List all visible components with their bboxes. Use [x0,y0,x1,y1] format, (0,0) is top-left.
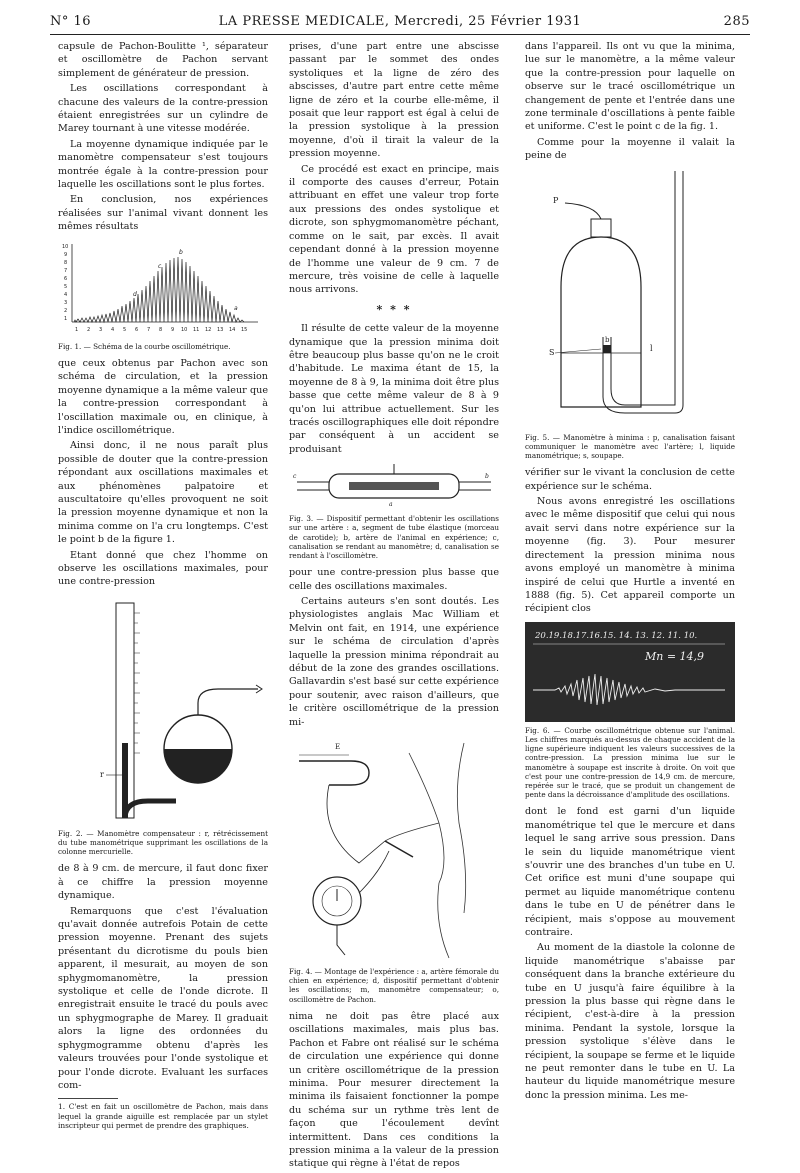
svg-text:13: 13 [217,326,224,333]
column-3 [525,40,735,1104]
paragraph: dont le fond est garni d'un liquide manométrique tel que le mercure et dans lequel le sang arrive sous pression. Dans le sein du liquide manométrique vient s'ouvrir une des branches d'un tube en U. Cet orifice est muni d'une soupape qui permet au liquide manométrique contenu dans le tube en U de pénétrer dans le récipient, mais s'oppose au mouvement contraire. [525,806,735,939]
svg-text:2: 2 [87,326,91,333]
svg-text:4: 4 [64,291,68,298]
svg-text:10: 10 [62,243,69,250]
figure-6-pressure-values: 20.19.18.17.16.15. 14. 13. 12. 11. 10. [535,630,698,641]
figure-1-oscillometric-curve [58,238,268,338]
figure-4-experiment-setup [289,733,499,963]
svg-text:S: S [549,347,555,357]
svg-text:r: r [100,769,104,779]
svg-text:a: a [389,501,393,509]
footnote-rule [58,1098,118,1099]
svg-text:3: 3 [99,326,103,333]
svg-text:6: 6 [64,275,68,282]
figure-5-caption: Fig. 5. — Manomètre à minima : p, canalisation faisant communiquer le manomètre avec l'artère; l, liquide manométrique; s, soupape. [525,432,735,461]
figure-2-manometer [58,593,268,825]
figure-1-caption: Fig. 1. — Schéma de la courbe oscillométrique. [58,341,231,351]
svg-text:12: 12 [205,326,212,333]
svg-text:5: 5 [64,283,68,290]
paragraph: Ce procédé est exact en principe, mais il comporte des causes d'erreur, Potain attribuant en effet une valeur trop forte aux pressions des ondes systolique et dicrote, son sphygmomanomètre péchant, comme on le sait, par excès. Il avait cependant donné à la pression moyenne de l'homme une valeur de 9 cm. 7 de mercure, très voisine de celle à laquelle nous arrivons. [289,163,499,296]
paragraph: de 8 à 9 cm. de mercure, il faut donc fixer à ce chiffre la pression moyenne dynamique. [58,863,268,902]
svg-text:P: P [553,195,559,205]
paragraph: prises, d'une part entre une abscisse passant par le sommet des ondes systoliques et la ligne de zéro des abscisses, d'autre part entre cette même ligne de zéro et la courbe elle-même, il posait que leur rapport est égal à celui de la pression systolique à la pression moyenne, d'où il tirait la valeur de la pression moyenne. [289,41,499,160]
svg-text:l: l [650,343,653,353]
paragraph: Etant donné que chez l'homme on observe les oscillations maximales, pour une contre-pression [58,549,268,588]
paragraph: Certains auteurs s'en sont doutés. Les physiologistes anglais Mac William et Melvin ont fait, en 1914, une expérience sur le schéma de circulation d'après laquelle la pression minima répondrait au début de la zone des grandes oscillations. Gallavardin s'est basé sur cette expérience pour soutenir, avec raison d'ailleurs, que le critère oscillométrique de la pression mi- [289,596,499,728]
svg-text:10: 10 [181,326,188,333]
svg-text:8: 8 [64,259,68,266]
figure-2-caption: Fig. 2. — Manomètre compensateur : r, rétrécissement du tube manométrique supprimant les oscillations de la colonne mercurielle. [58,828,268,857]
svg-text:E: E [335,743,341,752]
figure-6-trace [525,622,735,722]
figure-3-arterial-device [289,460,499,510]
svg-text:14: 14 [229,326,236,333]
page-header [50,10,750,36]
paragraph: capsule de Pachon-Boulitte ¹, séparateur et oscillomètre de Pachon servant simplement de générateur de pression. [58,41,268,79]
paragraph: Ainsi donc, il ne nous paraît plus possible de douter que la contre-pression répondant aux oscillations maximales et aux phénomènes palpatoire et auscultatoire qu'elles provoquent ne soit la pression moyenne dynamique et non la minima comme on l'a cru longtemps. C'est le point b de la figure 1. [58,440,268,546]
column-1 [58,40,268,1132]
figure-4-caption: Fig. 4. — Montage de l'expérience : a, artère fémorale du chien en expérience; d, dispositif permettant d'obtenir les oscillations; m, manomètre compensateur; o, oscillomètre de Pachon. [289,967,499,1004]
svg-text:c: c [293,473,297,481]
paragraph: Nous avons enregistré les oscillations avec le même dispositif que celui qui nous avait servi dans notre expérience sur la moyenne (fig. 3). Pour mesurer directement la pression minima nous avons employé un manomètre à minima inspiré de celui que Hurtle a inventé en 1888 (fig. 5). Cet appareil comporte un récipient clos [525,496,735,615]
paragraph: Remarquons que c'est l'évaluation qu'avait donnée autrefois Potain de cette pression moyenne. Prenant des sujets présentant du dicrotisme du pouls bien apparent, il mesurait, au moyen de son sphygmomanomètre, la pression systolique et celle de l'onde dicrote. Il enregistrait ensuite le tracé du pouls avec un sphygmographe de Marey. Il graduait alors la ligne des ordonnées du sphygmogramme obtenu d'après les valeurs trouvées pour l'onde systolique et pour l'onde dicrote. Evaluant les surfaces com- [58,905,268,1091]
header-rule [50,34,750,35]
figure-6-minima-label: Mn = 14,9 [645,649,705,663]
svg-text:8: 8 [159,326,163,333]
paragraph: que ceux obtenus par Pachon avec son schéma de circulation, et la pression moyenne dynamique a la même valeur que la contre-pression correspondant à l'oscillation maximale ou, en clinique, à l'indice oscillométrique. [58,357,268,436]
paragraph: La moyenne dynamique indiquée par le manomètre compensateur s'est toujours montrée égale à la contre-pression pour laquelle les oscillations sont le plus fortes. [58,138,268,191]
svg-text:3: 3 [64,299,68,306]
paragraph: Les oscillations correspondant à chacune des valeurs de la contre-pression étaient enregistrées sur un cylindre de Marey tournant à une vitesse modérée. [58,83,268,135]
figure-3-caption: Fig. 3. — Dispositif permettant d'obtenir les oscillations sur une artère : a, segment de tube élastique (morceau de carotide); b, artère de l'animal en expérience; c, canalisation se rendant au manomètre; d, canalisation se rendant à l'oscillomètre. [289,514,499,560]
svg-text:11: 11 [193,326,200,333]
paragraph: dans l'appareil. Ils ont vu que la minima, lue sur le manomètre, a la même valeur que la contre-pression pour laquelle on observe sur le tracé oscillométrique un changement de pente et l'entrée dans une zone terminale d'oscillations à pente faible et uniforme. C'est le point c de la fig. 1. [525,41,735,133]
section-separator: * * * [376,302,412,316]
column-2 [289,40,499,1173]
paragraph: nima ne doit pas être placé aux oscillations maximales, mais plus bas. Pachon et Fabre ont réalisé sur le schéma de circulation une expérience qui donne un critère oscillométrique de la pression minima. Pour mesurer directement la minima ils faisaient fonctionner la pompe du schéma sur un rythme très lent de façon que l'écoulement devînt intermittent. Dans ces conditions la pression minima a la valeur de la pression statique qui règne à l'état de repos [289,1010,499,1170]
page-number: 285 [723,14,750,29]
svg-text:9: 9 [64,251,68,258]
svg-text:b: b [605,335,610,344]
svg-text:1: 1 [64,315,68,322]
paragraph: Il résulte de cette valeur de la moyenne dynamique que la pression minima doit être beaucoup plus basse qu'on ne le croit d'habitude. Le maxima étant de 15, la moyenne de 8 à 9, la minima doit être plus basse que cette même valeur de 8 à 9 qu'on lui attribue actuellement. Sur les tracés oscillographiques elle doit répondre par conséquent à un accident se produisant [289,323,499,455]
svg-text:d: d [133,290,137,298]
paragraph: En conclusion, nos expériences réalisées sur l'animal vivant donnent les mêmes résultats [58,194,268,233]
paragraph: Comme pour la moyenne il valait la peine de [525,136,735,162]
svg-text:4: 4 [111,326,115,333]
svg-text:7: 7 [147,326,151,333]
svg-text:15: 15 [241,326,248,333]
svg-text:b: b [179,248,183,256]
journal-title: LA PRESSE MEDICALE, Mercredi, 25 Février 1931 [218,14,582,29]
svg-text:b: b [485,473,489,481]
svg-text:a: a [234,304,238,312]
paragraph: vérifier sur le vivant la conclusion de cette expérience sur le schéma. [525,467,735,492]
svg-text:2: 2 [64,307,68,314]
figure-6-caption: Fig. 6. — Courbe oscillométrique obtenue sur l'animal. Les chiffres marqués au-dessus de chaque accident de la ligne supérieure indiquent les valeurs successives de la contre-pression. La pression minima lue sur le manomètre à soupape est inscrite à droite. On voit que c'est pour une contre-pression de 14,9 cm. de mercure, repérée sur le tracé, que se produit un changement de pente dans la décroissance d'amplitude des oscillations. [525,725,735,800]
issue-number: N° 16 [50,14,92,29]
paragraph: pour une contre-pression plus basse que celle des oscillations maximales. [289,567,499,592]
svg-text:6: 6 [135,326,139,333]
svg-text:c: c [158,262,162,270]
figure-5-minima-manometer [525,167,735,429]
svg-text:9: 9 [171,326,175,333]
svg-text:7: 7 [64,267,68,274]
paragraph: Au moment de la diastole la colonne de liquide manométrique s'abaisse par conséquent dans la branche extérieure du tube en U jusqu'à faire équilibre à la pression la plus basse qui règne dans le récipient, c'est-à-dire à la pression minima. Pendant la systole, lorsque la pression systolique s'élève dans le récipient, la soupape se ferme et le liquide ne peut remonter dans le tube en U. La hauteur du liquide manométrique mesure donc la pression minima. Les me- [525,942,735,1101]
svg-text:1: 1 [75,326,79,333]
footnote: 1. C'est en fait un oscillomètre de Pachon, mais dans lequel la grande aiguille est remplacée par un stylet inscripteur qui permet de prendre des graphiques. [58,1102,268,1130]
svg-text:5: 5 [123,326,127,333]
figure-6-oscillogram [525,622,735,722]
